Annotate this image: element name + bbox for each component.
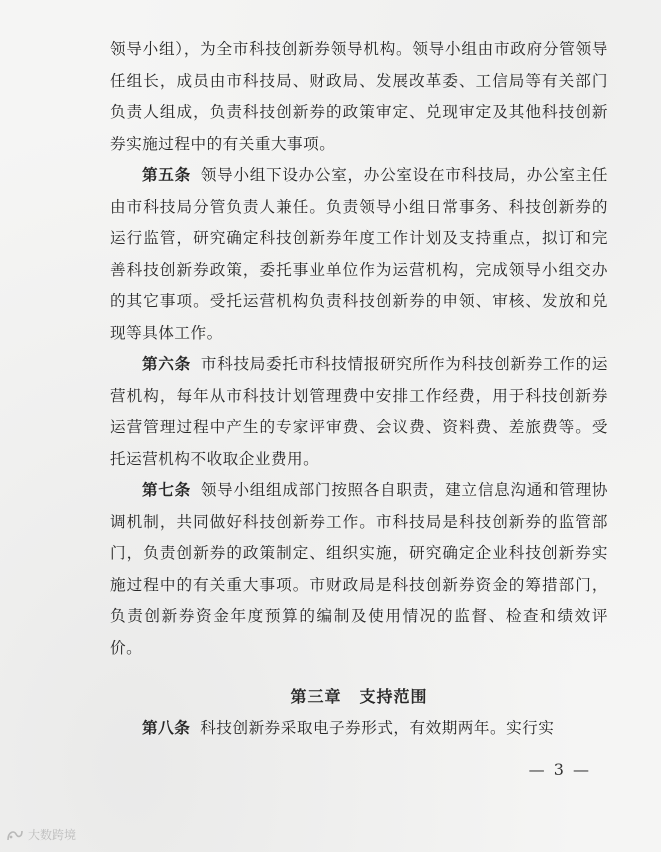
chapter-heading bbox=[110, 681, 608, 713]
article-5 bbox=[110, 160, 608, 349]
watermark bbox=[6, 826, 76, 843]
article-7-label: 第七条 bbox=[142, 481, 191, 499]
chapter-number: 第三章 bbox=[290, 687, 342, 706]
intro-paragraph: 领导小组），为全市科技创新券领导机构。领导小组由市政府分管领导任组长，成员由市科技局、财政局、发展改革委、工信局等有关部门负责人组成，负责科技创新券的政策审定、兑现审定及其他科技创新券实施过程中的有关重大事项。 bbox=[110, 40, 608, 153]
document-body bbox=[110, 34, 608, 744]
article-8-text: 科技创新券采取电子券形式，有效期两年。实行实 bbox=[200, 718, 555, 737]
article-5-text: 领导小组下设办公室，办公室设在市科技局，办公室主任由市科技局分管负责人兼任。负责领导小组日常事务、科技创新券的运行监管，研究确定科技创新券年度工作计划及支持重点，拟订和完善科技创新券政策，委托事业单位作为运营机构，完成领导小组交办的其它事项。受托运营机构负责科技创新券的申领、审核、发放和兑现等具体工作。 bbox=[110, 166, 608, 342]
article-8-label: 第八条 bbox=[142, 718, 191, 737]
article-5-label: 第五条 bbox=[142, 166, 191, 184]
chapter-title: 支持范围 bbox=[359, 687, 428, 706]
article-6-text: 市科技局委托市科技情报研究所作为科技创新券工作的运营机构，每年从市科技计划管理费中安排工作经费，用于科技创新券运营管理过程中产生的专家评审费、会议费、资料费、差旅费等。受托运营机构不收取企业费用。 bbox=[110, 355, 608, 468]
brand-logo-icon bbox=[6, 828, 24, 842]
article-6-label: 第六条 bbox=[142, 355, 191, 373]
article-6 bbox=[110, 349, 608, 475]
article-8 bbox=[110, 713, 608, 745]
page-number: — 3 — bbox=[528, 760, 591, 779]
article-7 bbox=[110, 475, 608, 664]
watermark-text: 大数跨境 bbox=[28, 828, 77, 842]
article-7-text: 领导小组组成部门按照各自职责，建立信息沟通和管理协调机制，共同做好科技创新券工作。市科技局是科技创新券的监管部门，负责创新券的政策制定、组织实施，研究确定企业科技创新券实施过程中的有关重大事项。市财政局是科技创新券资金的筹措部门，负责创新券资金年度预算的编制及使用情况的监督、检查和绩效评价。 bbox=[110, 481, 608, 657]
